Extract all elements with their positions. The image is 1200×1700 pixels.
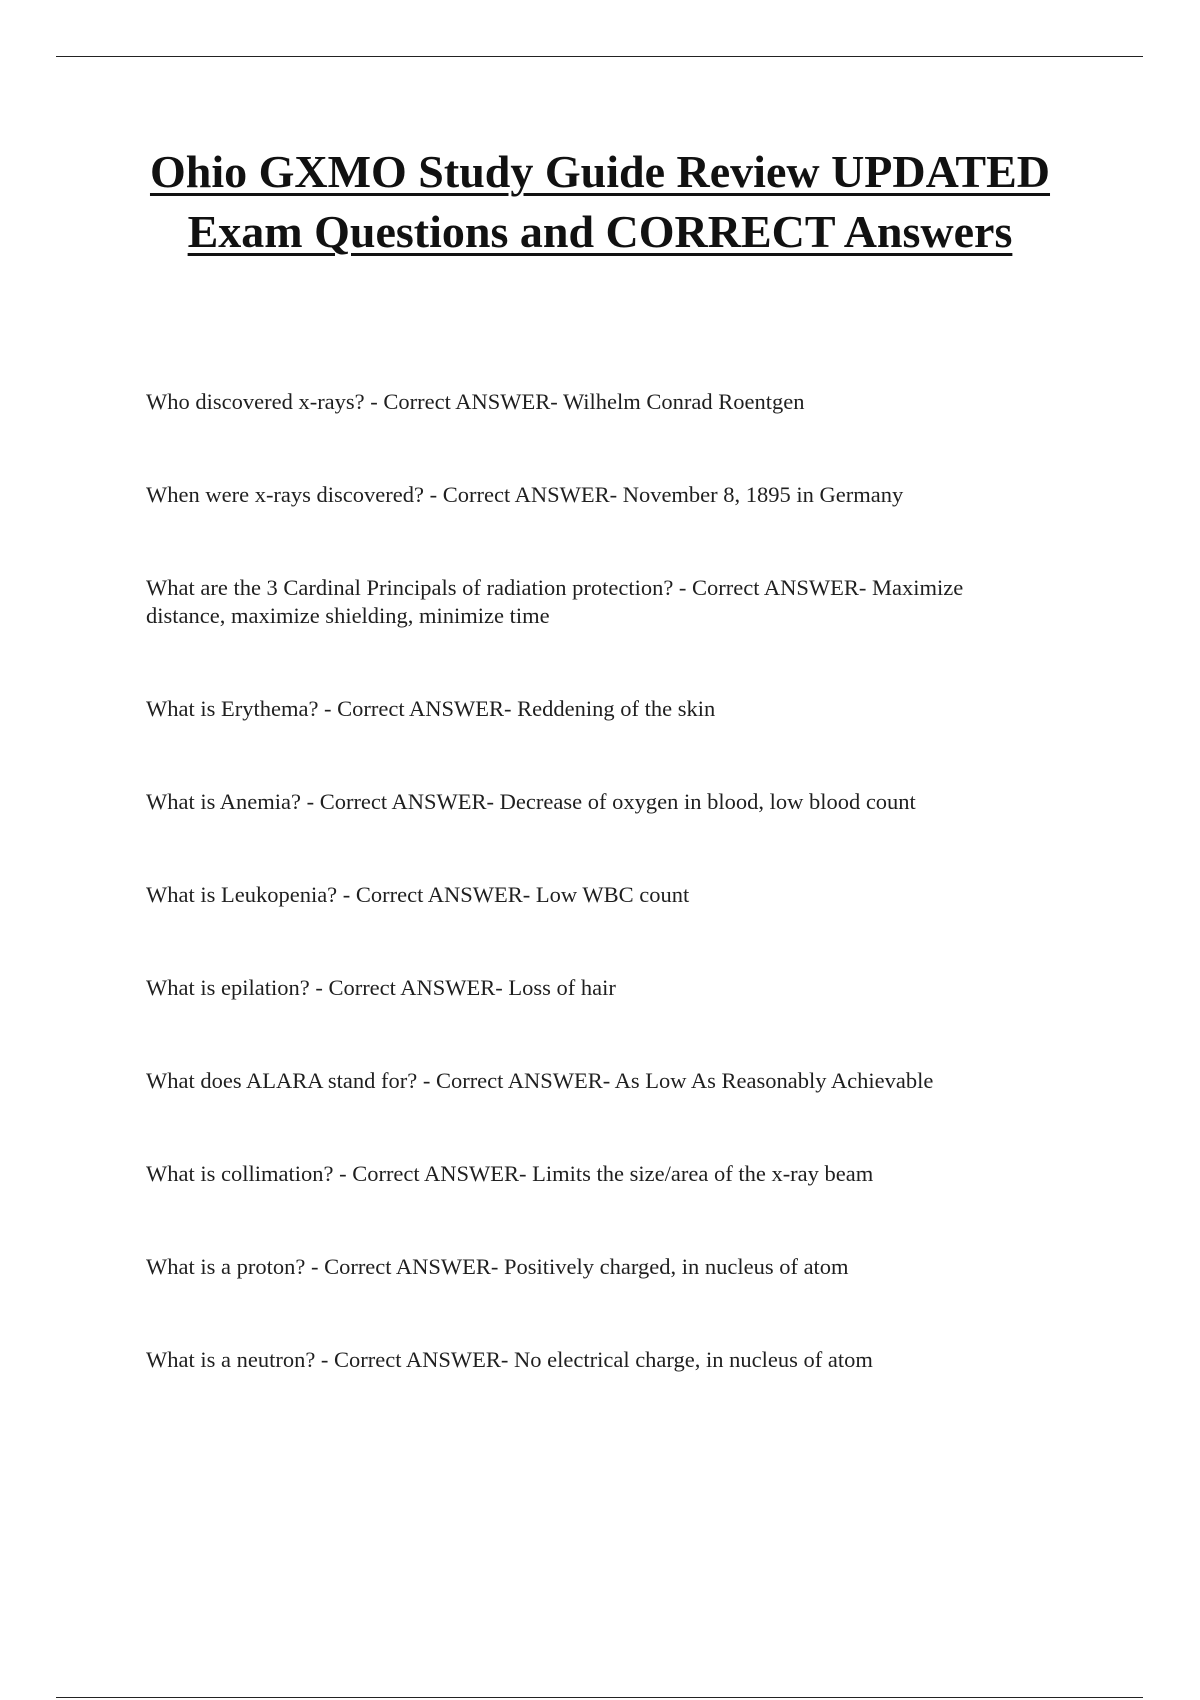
qa-item: What is Anemia? - Correct ANSWER- Decrease of oxygen in blood, low blood count [146,789,916,814]
qa-item: What does ALARA stand for? - Correct ANSWER- As Low As Reasonably Achievable [146,1068,934,1093]
qa-item: When were x-rays discovered? - Correct ANSWER- November 8, 1895 in Germany [146,482,904,507]
qa-item: What is epilation? - Correct ANSWER- Loss of hair [146,975,616,1000]
qa-item: What is collimation? - Correct ANSWER- Limits the size/area of the x-ray beam [146,1161,874,1186]
qa-item: What is Erythema? - Correct ANSWER- Reddening of the skin [146,696,716,721]
qa-item: Who discovered x-rays? - Correct ANSWER- Wilhelm Conrad Roentgen [146,389,805,414]
top-divider [56,56,1143,57]
qa-item: What are the 3 Cardinal Principals of radiation protection? - Correct ANSWER- Maximize distance, maximize shielding, minimize time [146,575,964,628]
qa-item: What is a neutron? - Correct ANSWER- No electrical charge, in nucleus of atom [146,1347,873,1372]
qa-item: What is Leukopenia? - Correct ANSWER- Low WBC count [146,882,690,907]
bottom-divider [56,1697,1143,1698]
document-title: Ohio GXMO Study Guide Review UPDATED Exam Questions and CORRECT Answers [149,146,1051,257]
qa-list [146,388,1046,1439]
qa-item: What is a proton? - Correct ANSWER- Positively charged, in nucleus of atom [146,1254,849,1279]
